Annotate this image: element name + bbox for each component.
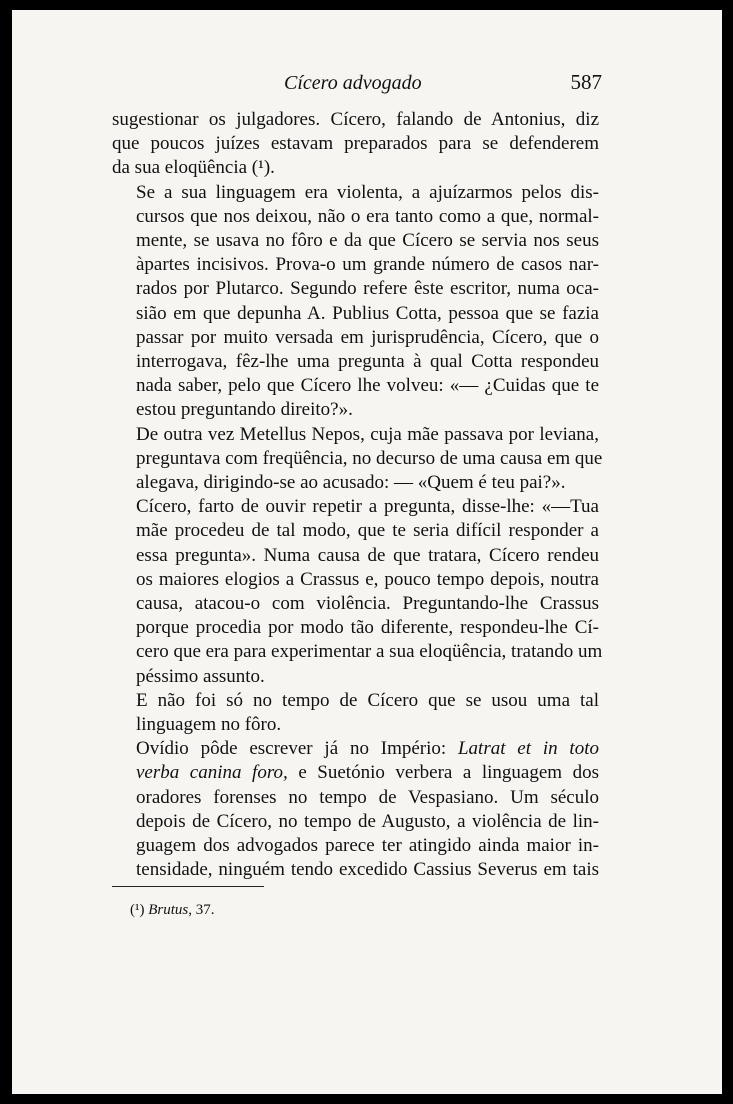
paragraph-2 bbox=[112, 181, 599, 423]
text-line: interrogava, fêz-lhe uma pregunta à qual Cotta respondeu bbox=[136, 351, 599, 373]
paragraph-1 bbox=[112, 108, 599, 181]
text-line: cursos que nos deixou, não o era tanto como a que, normal- bbox=[136, 205, 599, 227]
footnote-source: Brutus bbox=[148, 902, 189, 918]
latin-quote: Latrat et in toto bbox=[457, 738, 599, 760]
text-line: causa, atacou-o com violência. Preguntando-lhe Crassus bbox=[136, 593, 599, 615]
latin-quote: verba canina foro, bbox=[136, 762, 288, 784]
text-line: péssimo assunto. bbox=[136, 665, 265, 687]
text-line bbox=[112, 737, 599, 761]
text-line: passar por muito versada em jurisprudência, Cícero, que o bbox=[136, 326, 599, 348]
footnote-marker: (¹) bbox=[130, 902, 145, 918]
text-run: e Suetónio verbera a linguagem dos bbox=[287, 762, 599, 784]
body-text bbox=[112, 108, 603, 883]
text-line: cero que era para experimentar a sua eloqüência, tratando um bbox=[136, 641, 603, 663]
paragraph-3 bbox=[112, 423, 603, 496]
paragraph-4 bbox=[112, 495, 603, 689]
text-line: mãe procedeu de tal modo, que te seria difícil responder a bbox=[136, 520, 599, 542]
text-line: os maiores elogios a Crassus e, pouco tempo depois, noutra bbox=[136, 568, 599, 590]
page-number: 587 bbox=[570, 70, 602, 94]
paragraph-6 bbox=[112, 737, 599, 882]
text-line: guagem dos advogados parece ter atingido ainda maior in- bbox=[136, 835, 599, 857]
text-line: essa pregunta». Numa causa de que tratara, Cícero rendeu bbox=[136, 544, 599, 566]
text-run: Ovídio pôde escrever já no Império: bbox=[136, 738, 458, 760]
text-line: Se a sua linguagem era violenta, a ajuízarmos pelos dis- bbox=[136, 181, 599, 203]
footnote bbox=[130, 902, 215, 919]
text-line: mente, se usava no fôro e da que Cícero se servia nos seus bbox=[136, 230, 599, 252]
book-page bbox=[12, 10, 722, 1094]
text-line: oradores forenses no tempo de Vespasiano. Um século bbox=[136, 786, 599, 808]
page-header bbox=[112, 68, 602, 98]
text-line: preguntava com freqüência, no decurso de uma causa em que bbox=[136, 447, 603, 469]
paragraph-5 bbox=[112, 689, 599, 737]
text-line: tensidade, ninguém tendo excedido Cassius Severus em tais bbox=[136, 859, 599, 881]
text-line: Cícero, farto de ouvir repetir a pregunta, disse-lhe: «—Tua bbox=[136, 496, 599, 518]
text-line: linguagem no fôro. bbox=[136, 714, 282, 736]
text-line: porque procedia por modo tão diferente, respondeu-lhe Cí- bbox=[136, 617, 599, 639]
text-line: De outra vez Metellus Nepos, cuja mãe passava por leviana, bbox=[136, 423, 599, 445]
text-line: que poucos juízes estavam preparados para se defenderem bbox=[112, 133, 599, 155]
text-line: sião em que depunha A. Publius Cotta, pessoa que se fazia bbox=[136, 302, 599, 324]
text-line bbox=[112, 761, 599, 785]
text-line: depois de Cícero, no tempo de Augusto, a violência de lin- bbox=[136, 810, 599, 832]
running-title: Cícero advogado bbox=[284, 72, 422, 94]
text-line: E não foi só no tempo de Cícero que se usou uma tal bbox=[136, 689, 599, 711]
text-line: rados por Plutarco. Segundo refere êste escritor, numa oca- bbox=[136, 278, 599, 300]
text-line: sugestionar os julgadores. Cícero, falando de Antonius, diz bbox=[112, 109, 599, 130]
text-line: estou preguntando direito?». bbox=[136, 399, 353, 421]
text-line: alegava, dirigindo-se ao acusado: — «Quem é teu pai?». bbox=[136, 472, 566, 494]
text-line: àpartes incisivos. Prova-o um grande número de casos nar- bbox=[136, 254, 599, 276]
text-line: da sua eloqüência (¹). bbox=[112, 157, 275, 179]
footnote-ref: , 37. bbox=[188, 902, 215, 918]
footnote-divider bbox=[112, 886, 264, 887]
text-line: nada saber, pelo que Cícero lhe volveu: «— ¿Cuidas que te bbox=[136, 375, 599, 397]
